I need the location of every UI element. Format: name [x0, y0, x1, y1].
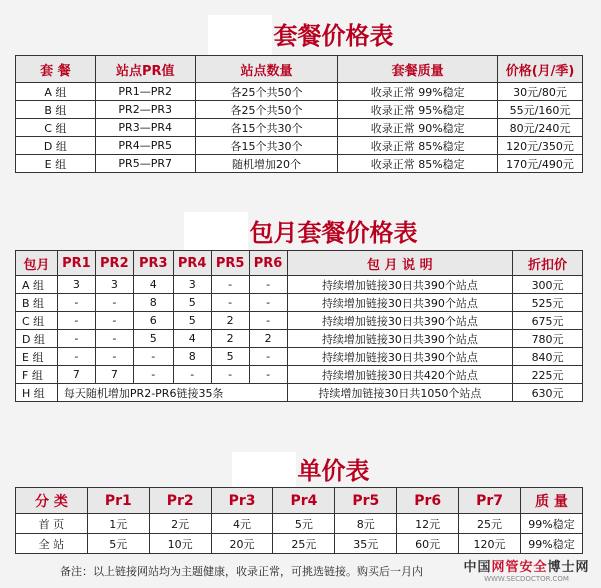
table-cell: 225元: [513, 366, 583, 384]
watermark-logo: [452, 556, 601, 588]
table-cell: PR2—PR3: [95, 101, 195, 119]
table-cell: 80元/240元: [498, 119, 583, 137]
table-row: [16, 276, 583, 294]
table-cell: -: [211, 366, 249, 384]
table-cell: PR5—PR7: [95, 155, 195, 173]
table-cell: B 组: [16, 294, 58, 312]
table-cell: -: [211, 294, 249, 312]
table-cell: D 组: [16, 330, 58, 348]
table-cell: 5元: [273, 514, 335, 534]
table-cell: 675元: [513, 312, 583, 330]
table-cell: -: [57, 294, 95, 312]
table-cell: 840元: [513, 348, 583, 366]
table-cell: -: [95, 348, 133, 366]
footnote: 备注：以上链接网站均为主题健康，收录正常，可挑选链接。购买后一月内: [60, 565, 423, 578]
redacted-block: [208, 15, 272, 59]
table-cell: 300元: [513, 276, 583, 294]
table-cell: 8: [173, 348, 211, 366]
table-row: [16, 384, 583, 402]
table-cell: 12元: [397, 514, 459, 534]
table-cell: 630元: [513, 384, 583, 402]
table-cell: 10元: [149, 534, 211, 554]
table-cell: 3: [95, 276, 133, 294]
table-cell: -: [95, 330, 133, 348]
table-cell: 3: [57, 276, 95, 294]
column-header: 套餐质量: [338, 56, 498, 83]
column-header: Pr5: [335, 488, 397, 514]
table-cell: A 组: [16, 276, 58, 294]
table-cell: C 组: [16, 119, 96, 137]
table-cell: 各15个共30个: [195, 137, 338, 155]
table-cell: 7: [95, 366, 133, 384]
column-header: PR2: [95, 251, 133, 276]
table-cell: -: [133, 348, 173, 366]
table-cell: 4: [133, 276, 173, 294]
table-cell: -: [133, 366, 173, 384]
table-cell: 各15个共30个: [195, 119, 338, 137]
table-cell: 5: [133, 330, 173, 348]
monthly-price-table: [15, 250, 583, 402]
table-cell: -: [249, 312, 287, 330]
table-cell: 6: [133, 312, 173, 330]
table-cell: D 组: [16, 137, 96, 155]
table-row: [16, 514, 583, 534]
table-row: [16, 83, 583, 101]
table-cell: 8: [133, 294, 173, 312]
table-cell: 持续增加链接30日共390个站点: [287, 312, 513, 330]
table-cell: 持续增加链接30日共390个站点: [287, 348, 513, 366]
column-header: PR4: [173, 251, 211, 276]
section3-title: [0, 452, 601, 492]
table-cell: 5元: [87, 534, 149, 554]
table-cell: -: [249, 366, 287, 384]
table-row: [16, 330, 583, 348]
column-header: 折扣价: [513, 251, 583, 276]
table-cell: 持续增加链接30日共1050个站点: [287, 384, 513, 402]
table-cell: 各25个共50个: [195, 83, 338, 101]
table-cell: 4元: [211, 514, 273, 534]
package-price-table: [15, 55, 583, 173]
table-cell: 20元: [211, 534, 273, 554]
redacted-block: [232, 452, 296, 492]
table-cell: 55元/160元: [498, 101, 583, 119]
column-header: Pr6: [397, 488, 459, 514]
table-cell: 收录正常 85%稳定: [338, 137, 498, 155]
table-cell: 25元: [273, 534, 335, 554]
table-cell: PR1—PR2: [95, 83, 195, 101]
watermark-url: WWW.SECDOCTOR.COM: [484, 575, 569, 583]
table-cell: A 组: [16, 83, 96, 101]
table-row: [16, 137, 583, 155]
table-cell: -: [57, 312, 95, 330]
unit-price-table: [15, 487, 583, 554]
table-row: [16, 155, 583, 173]
section1-title-text: 套餐价格表: [273, 22, 394, 50]
column-header: Pr4: [273, 488, 335, 514]
column-header: PR3: [133, 251, 173, 276]
column-header: PR6: [249, 251, 287, 276]
table-cell: 780元: [513, 330, 583, 348]
table-cell: 全 站: [16, 534, 88, 554]
table-cell: E 组: [16, 348, 58, 366]
table-cell: -: [95, 312, 133, 330]
table-cell: 5: [173, 294, 211, 312]
table-cell: 3: [173, 276, 211, 294]
column-header: PR5: [211, 251, 249, 276]
table-row: [16, 366, 583, 384]
table-cell: 170元/490元: [498, 155, 583, 173]
table-cell: 2: [211, 330, 249, 348]
watermark-mid: 网管安全: [491, 560, 548, 575]
column-header: 站点PR值: [95, 56, 195, 83]
table-cell: 99%稳定: [521, 534, 583, 554]
table-cell: B 组: [16, 101, 96, 119]
table-cell: 随机增加20个: [195, 155, 338, 173]
table-cell: 7: [57, 366, 95, 384]
table-cell: 35元: [335, 534, 397, 554]
table-cell: -: [173, 366, 211, 384]
table-cell: 收录正常 95%稳定: [338, 101, 498, 119]
watermark-left: 中国: [463, 560, 492, 575]
table-row: [16, 294, 583, 312]
table-cell: PR4—PR5: [95, 137, 195, 155]
table-cell: 持续增加链接30日共420个站点: [287, 366, 513, 384]
table-cell: 首 页: [16, 514, 88, 534]
table-cell: 4: [173, 330, 211, 348]
table-cell: 525元: [513, 294, 583, 312]
section2-title-text: 包月套餐价格表: [249, 219, 418, 247]
column-header: Pr2: [149, 488, 211, 514]
table-cell: 收录正常 90%稳定: [338, 119, 498, 137]
column-header: 套 餐: [16, 56, 96, 83]
column-header: Pr3: [211, 488, 273, 514]
watermark-text: [452, 556, 601, 575]
column-header: 分 类: [16, 488, 88, 514]
table-cell: -: [249, 348, 287, 366]
section3-title-text: 单价表: [297, 457, 370, 485]
table-cell: 60元: [397, 534, 459, 554]
table-cell: -: [249, 294, 287, 312]
table-row: [16, 348, 583, 366]
table-cell: E 组: [16, 155, 96, 173]
table-cell: 2: [249, 330, 287, 348]
table-cell: 收录正常 99%稳定: [338, 83, 498, 101]
table-cell: 持续增加链接30日共390个站点: [287, 330, 513, 348]
table-row: [16, 534, 583, 554]
table-cell: -: [57, 348, 95, 366]
column-header: 价格(月/季): [498, 56, 583, 83]
table-cell: PR3—PR4: [95, 119, 195, 137]
table-cell: 1元: [87, 514, 149, 534]
table-cell: -: [211, 276, 249, 294]
table-header-row: [16, 56, 583, 83]
table-header-row: [16, 488, 583, 514]
table-cell: -: [249, 276, 287, 294]
table-cell: 5: [173, 312, 211, 330]
column-header: Pr1: [87, 488, 149, 514]
table-cell: F 组: [16, 366, 58, 384]
table-cell: 5: [211, 348, 249, 366]
table-row: [16, 312, 583, 330]
table-cell: 8元: [335, 514, 397, 534]
column-header: Pr7: [459, 488, 521, 514]
watermark-right: 博士网: [547, 560, 590, 575]
column-header: 质 量: [521, 488, 583, 514]
table-cell: 持续增加链接30日共390个站点: [287, 276, 513, 294]
table-cell: 25元: [459, 514, 521, 534]
table-cell: 2元: [149, 514, 211, 534]
table-cell: 120元: [459, 534, 521, 554]
table-cell: -: [95, 294, 133, 312]
table-cell: 99%稳定: [521, 514, 583, 534]
table-cell: -: [57, 330, 95, 348]
column-header: 包 月 说 明: [287, 251, 513, 276]
section1-title: [0, 15, 601, 59]
table-cell: 120元/350元: [498, 137, 583, 155]
table-cell: 持续增加链接30日共390个站点: [287, 294, 513, 312]
table-cell: 各25个共50个: [195, 101, 338, 119]
table-cell: H 组: [16, 384, 58, 402]
table-cell: 2: [211, 312, 249, 330]
column-header: 包月: [16, 251, 58, 276]
table-cell: 收录正常 85%稳定: [338, 155, 498, 173]
table-header-row: [16, 251, 583, 276]
column-header: PR1: [57, 251, 95, 276]
table-row: [16, 101, 583, 119]
table-row: [16, 119, 583, 137]
table-cell: 每天随机增加PR2-PR6链接35条: [57, 384, 287, 402]
table-cell: C 组: [16, 312, 58, 330]
column-header: 站点数量: [195, 56, 338, 83]
table-cell: 30元/80元: [498, 83, 583, 101]
